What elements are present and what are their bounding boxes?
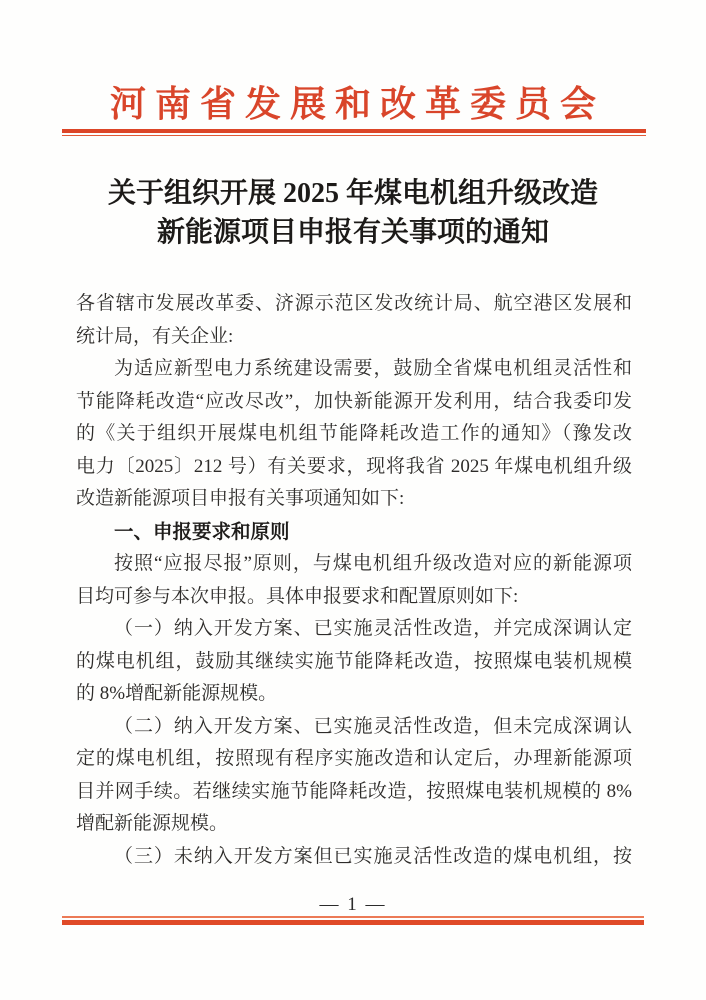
- paragraph-3-line-1: （一）纳入开发方案、已实施灵活性改造，并完成深调认定: [114, 618, 632, 639]
- document-title-line-1: 关于组织开展 2025 年煤电机组升级改造: [107, 178, 598, 209]
- footer-rule-thick: [62, 920, 644, 925]
- footer-rule-thin: [62, 916, 644, 918]
- paragraph-1-line-2: 节能降耗改造“应改尽改”，加快新能源开发利用，结合我委印发: [76, 390, 632, 412]
- paragraph-4-line-2: 定的煤电机组，按照现有程序实施改造和认定后，办理新能源项: [76, 748, 632, 769]
- paragraph-1-line-5: 改造新能源项目申报有关事项通知如下:: [76, 488, 405, 509]
- salutation-line-1: 各省辖市发展改革委、济源示范区发改统计局、航空港区发展和: [76, 293, 632, 314]
- paragraph-4-line-4: 增配新能源规模。: [76, 813, 229, 834]
- paragraph-2-line-1: 按照“应报尽报”原则，与煤电机组升级改造对应的新能源项: [114, 553, 632, 574]
- letterhead-rule: [62, 129, 646, 136]
- salutation-line-2: 统计局，有关企业:: [76, 325, 234, 347]
- page-number: — 1 —: [319, 894, 387, 915]
- letterhead-rule-thin: [62, 135, 646, 136]
- document-body: [76, 288, 632, 873]
- letterhead-org-name: 河南省发展和改革委员会: [109, 84, 605, 124]
- document-title-line-2: 新能源项目申报有关事项的通知: [156, 217, 549, 248]
- paragraph-5-line-1: （三）未纳入开发方案但已实施灵活性改造的煤电机组，按: [114, 845, 632, 867]
- paragraph-3-line-2: 的煤电机组，鼓励其继续实施节能降耗改造，按照煤电装机规模: [76, 650, 632, 672]
- letterhead-rule-thick: [62, 129, 646, 133]
- paragraph-3-line-3: 的 8%增配新能源规模。: [76, 683, 278, 704]
- document-title: [0, 174, 706, 252]
- paragraph-2-line-2: 目均可参与本次申报。具体申报要求和配置原则如下:: [76, 585, 519, 607]
- section-heading-1: 一、申报要求和原则: [114, 520, 290, 543]
- paragraph-1-line-3: 的《关于组织开展煤电机组节能降耗改造工作的通知》（豫发改: [76, 423, 632, 444]
- footer-rule: [62, 916, 644, 925]
- paragraph-4-line-3: 目并网手续。若继续实施节能降耗改造，按照煤电装机规模的 8%: [76, 780, 632, 802]
- paragraph-1-line-1: 为适应新型电力系统建设需要，鼓励全省煤电机组灵活性和: [114, 358, 632, 379]
- paragraph-4-line-1: （二）纳入开发方案、已实施灵活性改造，但未完成深调认: [114, 715, 632, 737]
- paragraph-1-line-4: 电力〔2025〕212 号）有关要求，现将我省 2025 年煤电机组升级: [76, 455, 632, 477]
